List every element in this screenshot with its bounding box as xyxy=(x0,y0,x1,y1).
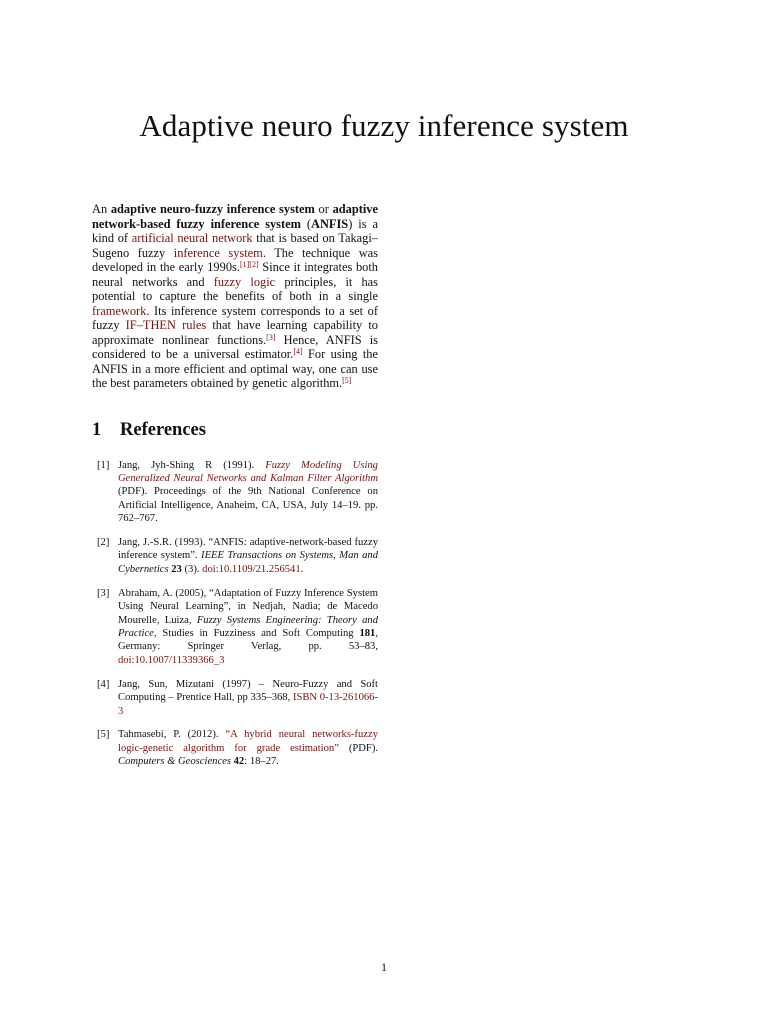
reference-text: (3). xyxy=(181,563,203,575)
reference-text: Jang, Jyh-Shing R (1991). xyxy=(118,459,266,471)
reference-index: [4] xyxy=(97,678,110,690)
citation-3[interactable]: [3] xyxy=(266,332,276,342)
book-title: Fuzzy Systems Engineering: Theory and Practice xyxy=(118,614,378,639)
link-fuzzy-logic[interactable]: fuzzy logic xyxy=(213,274,276,289)
intro-text: ) is a kind of xyxy=(92,216,378,245)
citation-5[interactable]: [5] xyxy=(342,376,352,385)
reference-body xyxy=(118,536,378,576)
reference-body xyxy=(118,728,378,768)
intro-text: that have learning capability to approximate nonlinear functions. xyxy=(92,318,378,347)
reference-link[interactable]: “A hybrid neural networks-fuzzy logic-genetic algorithm for grade estimation” xyxy=(118,729,379,754)
volume: 181 xyxy=(359,627,376,639)
reference-title: Fuzzy Modeling Using Generalized Neural Networks and Kalman Filter Algorithm xyxy=(118,459,378,484)
doi-link[interactable]: doi:10.1007/11339366_3 xyxy=(118,654,225,666)
intro-text: . Its inference system corresponds to a set of fuzzy xyxy=(92,303,378,332)
reference-text: : 18–27. xyxy=(244,756,279,768)
section-number: 1 xyxy=(92,419,102,440)
reference-item xyxy=(92,459,378,526)
intro-text: or xyxy=(314,202,333,216)
volume: 42 xyxy=(230,756,245,768)
link-artificial-neural-network[interactable]: artificial neural network xyxy=(131,231,253,245)
citation-1[interactable]: [1] xyxy=(239,260,250,269)
page-number: 1 xyxy=(381,960,387,974)
reference-text: (PDF). xyxy=(338,742,378,754)
reference-index: [3] xyxy=(97,587,110,599)
reference-text: Jang, Sun, Mizutani (1997) – Neuro-Fuzzy and Soft Computing – Prentice Hall, pp 335–368, xyxy=(118,678,378,704)
reference-body xyxy=(118,587,378,667)
citation-2[interactable]: [2] xyxy=(249,260,259,269)
reference-item xyxy=(92,678,378,718)
citation-4[interactable]: [4] xyxy=(293,347,303,356)
reference-text: , Germany: Springer Verlag, pp. 53–83, xyxy=(118,627,378,653)
article-column xyxy=(92,202,378,779)
intro-text: . The technique was developed in the early 1990s. xyxy=(92,245,378,274)
section-title: References xyxy=(120,419,206,440)
intro-text: that is based on Takagi–Sugeno fuzzy xyxy=(92,231,378,260)
reference-list xyxy=(92,459,378,769)
reference-body xyxy=(118,678,378,718)
volume: 23 xyxy=(168,563,182,575)
term-anfis-alt: adaptive network-based fuzzy inference system xyxy=(92,202,378,231)
term-anfis-abbr: ANFIS xyxy=(311,216,349,231)
reference-text: . xyxy=(300,563,304,575)
link-inference-system[interactable]: inference system xyxy=(173,245,263,260)
intro-text: ( xyxy=(300,216,312,231)
reference-text: Jang, J.-S.R. (1993). “ANFIS: adaptive-network-based fuzzy inference system”. xyxy=(118,537,378,562)
reference-text: , Studies in Fuzziness and Soft Computing xyxy=(153,627,360,639)
reference-index: [1] xyxy=(97,459,110,471)
reference-item xyxy=(92,587,378,667)
link-framework[interactable]: framework xyxy=(92,303,147,318)
journal-name: Computers & Geosciences xyxy=(118,756,231,768)
reference-item xyxy=(92,728,378,768)
isbn-link[interactable]: ISBN 0-13-261066-3 xyxy=(118,692,378,717)
intro-text: Since it integrates both neural networks and xyxy=(92,260,378,289)
link-if-then-rules[interactable]: IF–THEN rules xyxy=(125,318,207,332)
reference-index: [2] xyxy=(97,537,110,549)
intro-text: For using the ANFIS in a more efficient and optimal way, one can use the best parameters obtained by genetic algorithm. xyxy=(92,347,378,390)
reference-text: Tahmasebi, P. (2012). xyxy=(118,729,226,741)
intro-text: An xyxy=(92,202,111,216)
intro-text: Hence, ANFIS is considered to be a universal estimator. xyxy=(92,332,378,361)
section-heading-references xyxy=(92,419,378,441)
doi-link[interactable]: doi:10.1109/21.256541 xyxy=(202,563,301,575)
intro-paragraph xyxy=(92,202,378,391)
reference-index: [5] xyxy=(97,729,110,741)
intro-text: principles, it has potential to capture the benefits of both in a single xyxy=(92,274,379,303)
reference-item xyxy=(92,536,378,576)
journal-name: IEEE Transactions on Systems, Man and Cybernetics xyxy=(118,550,378,575)
term-anfis-long: adaptive neuro-fuzzy inference system xyxy=(110,202,315,216)
reference-text: (PDF). Proceedings of the 9th National Conference on Artificial Intelligence, Anaheim, CA, USA, July 14–19. pp. 762–767. xyxy=(118,486,378,525)
reference-body xyxy=(118,459,378,526)
reference-text: Abraham, A. (2005), “Adaptation of Fuzzy Inference System Using Neural Learning”, in Nedjah, Nadia; de Macedo Mourelle, Luiza, xyxy=(118,587,378,626)
page-title: Adaptive neuro fuzzy inference system xyxy=(139,108,629,143)
